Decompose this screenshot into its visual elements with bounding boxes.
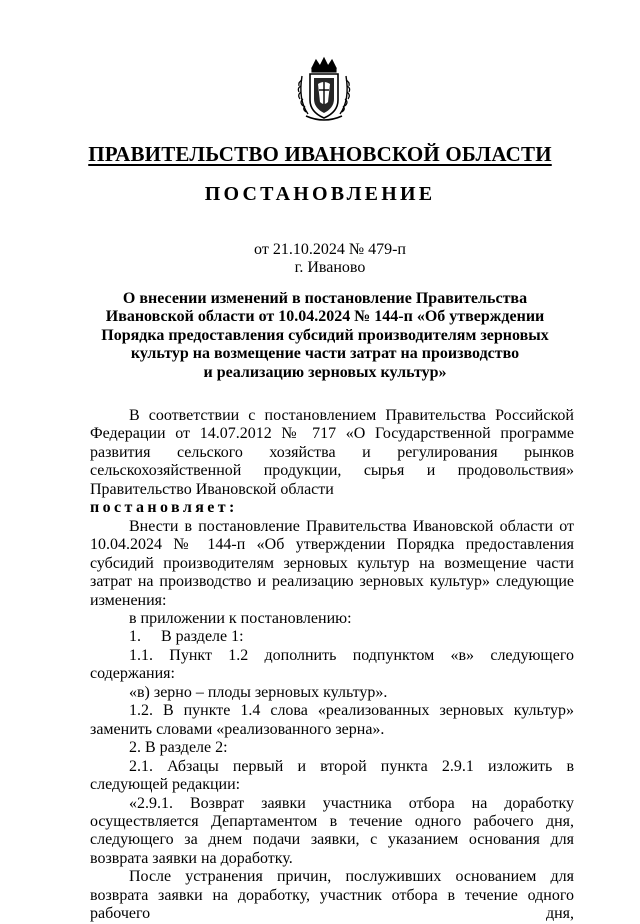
body-paragraph: В соответствии с постановлением Правительства Российской Федерации от 14.07.2012 № 717 «О Государственной программе развития сельского хозяйства и регулирования рынков сельскохозяйственной продукции, сырья и продовольствия» Правительство Ивановской области [90,407,574,498]
title-line: культур на возмещение части затрат на производство [130,345,520,363]
body-paragraph: Внести в постановление Правительства Ивановской области от 10.04.2024 № 144-п «Об утверждении Порядка предоставления субсидий производителям зерновых культур на возмещение части затрат на производство и реализацию зерновых культур» следующие изменения: [90,517,574,609]
title-line: Ивановской области от 10.04.2024 № 144-п «Об утверждении [105,308,545,326]
body-paragraph: «в) зерно – плоды зерновых культур». [129,683,388,701]
resolution-verb-text: постановляет: [90,499,238,517]
body-paragraph: После устранения причин, послуживших основанием для возврата заявки на доработку, участник отбора в течение одного рабочего дня, [90,868,574,923]
document-title [100,290,550,382]
body-paragraph: 1.1. Пункт 1.2 дополнить подпунктом «в» следующего содержания: [90,646,574,683]
title-line: Порядка предоставления субсидий производителям зерновых [101,326,549,344]
document-body [90,407,574,924]
title-line: и реализацию зерновых культур» [203,363,447,381]
coat-of-arms-emblem [296,56,352,124]
document-type: ПОСТАНОВЛЕНИЕ [204,183,436,205]
city: г. Иваново [294,259,366,276]
document-meta [250,241,410,277]
body-paragraph: «2.9.1. Возврат заявки участника отбора на доработку осуществляется Департаментом в течение одного рабочего дня, следующего за днем подачи заявки, с указанием основания для возврата заявки на доработку. [90,794,574,867]
body-paragraph: 2.1. Абзацы первый и второй пункта 2.9.1 изложить в следующей редакции: [90,757,574,794]
body-paragraph: 2. В разделе 2: [129,739,228,757]
body-paragraph: в приложении к постановлению: [129,609,352,627]
body-paragraph: 1.2. В пункте 1.4 слова «реализованных зерновых культур» заменить словами «реализованного зерна». [90,702,574,738]
title-line: О внесении изменений в постановление Правительства [122,290,528,307]
organization-name: ПРАВИТЕЛЬСТВО ИВАНОВСКОЙ ОБЛАСТИ [88,142,552,166]
organization-title [0,142,640,167]
resolution-verb [90,499,574,517]
body-paragraph: 1. В разделе 1: [129,628,244,646]
date-number: от 21.10.2024 № 479-п [254,241,406,258]
